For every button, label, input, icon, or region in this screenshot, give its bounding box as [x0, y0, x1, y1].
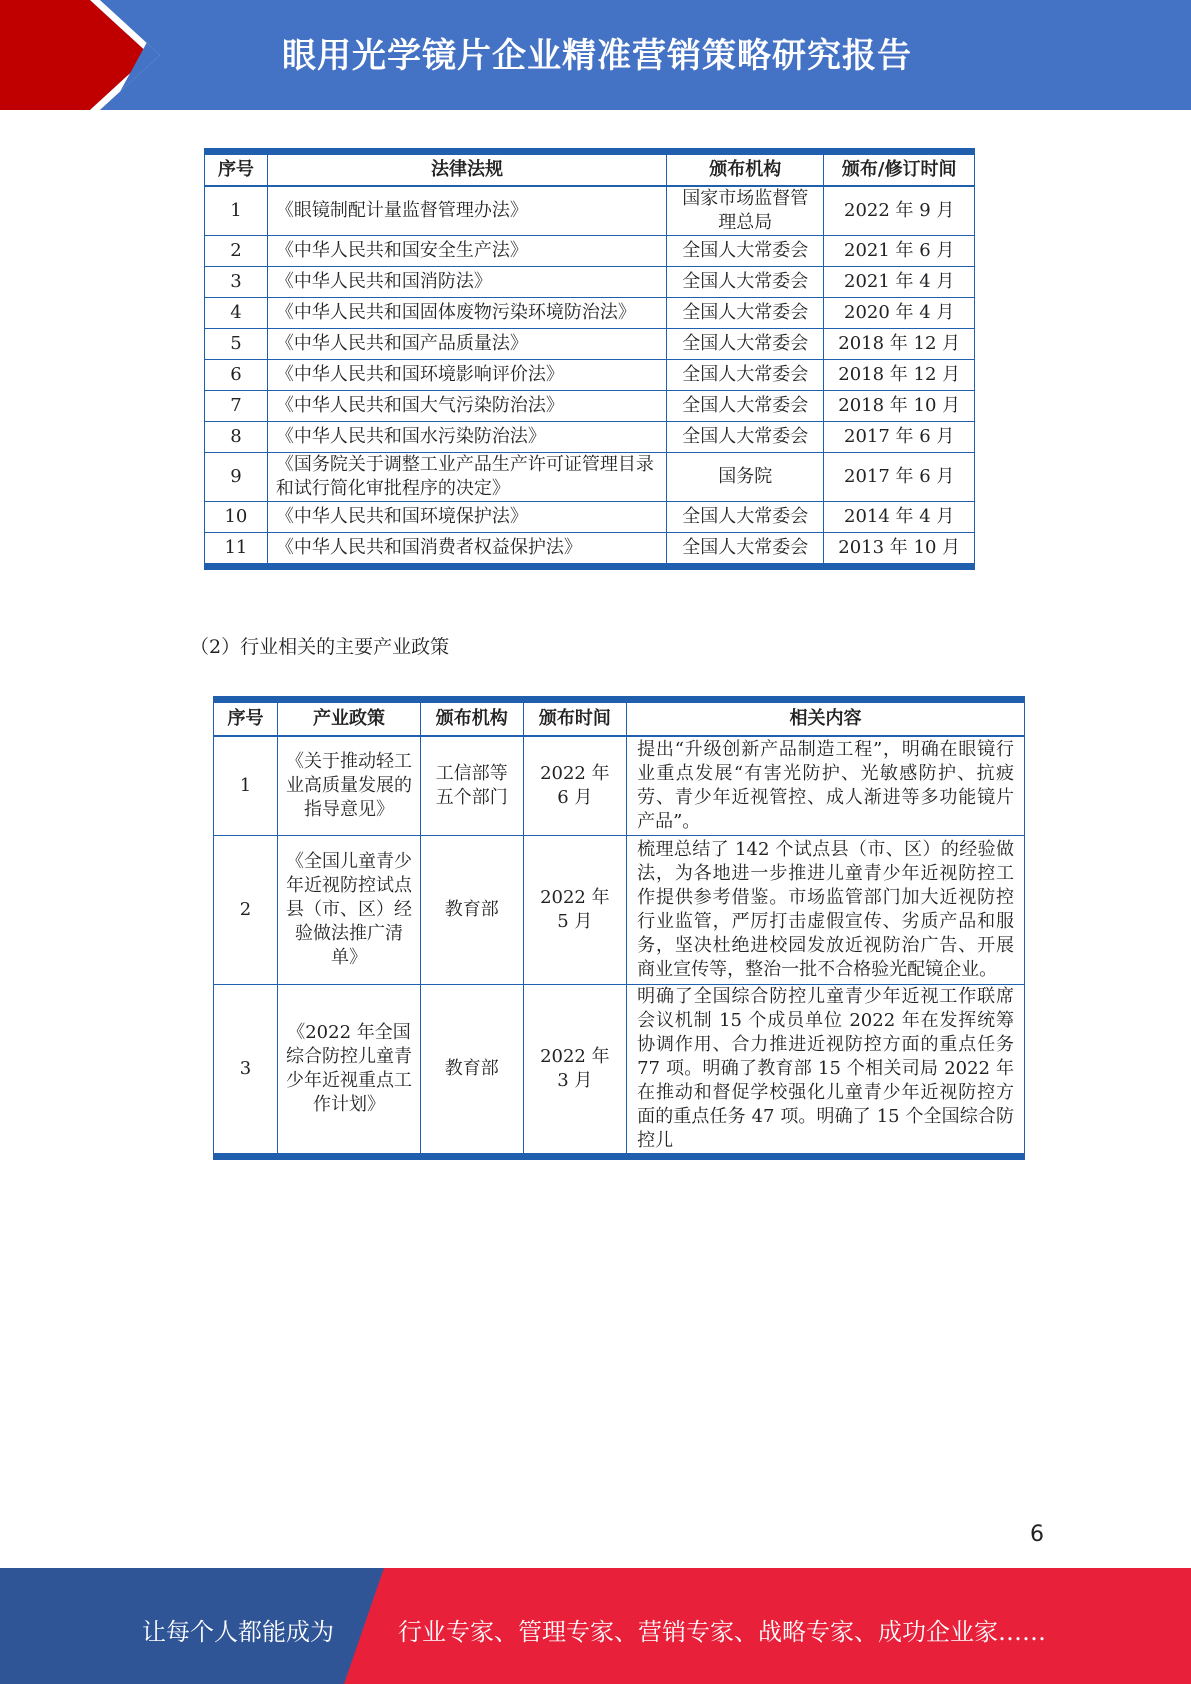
law-table	[204, 148, 975, 570]
row-org: 全国人大常委会	[667, 236, 824, 267]
section-subheading: （2）行业相关的主要产业政策	[190, 636, 450, 658]
row-date: 2022 年 6 月	[523, 736, 627, 836]
table-row	[205, 236, 975, 267]
policy-table-header-row	[214, 700, 1025, 737]
row-org: 全国人大常委会	[667, 391, 824, 422]
policy-col-org: 颁布机构	[421, 700, 524, 737]
row-law: 《眼镜制配计量监督管理办法》	[267, 186, 666, 236]
row-date: 2013 年 10 月	[824, 533, 975, 567]
row-law: 《中华人民共和国环境保护法》	[267, 502, 666, 533]
row-date: 2017 年 6 月	[824, 453, 975, 502]
row-org: 全国人大常委会	[667, 329, 824, 360]
row-law: 《中华人民共和国消防法》	[267, 267, 666, 298]
row-seq: 10	[205, 502, 268, 533]
row-org: 全国人大常委会	[667, 422, 824, 453]
row-seq: 5	[205, 329, 268, 360]
policy-table	[213, 696, 1025, 1160]
footer-slogan-right: 行业专家、管理专家、营销专家、战略专家、成功企业家……	[398, 1618, 1046, 1646]
table-row	[214, 736, 1025, 836]
row-date: 2018 年 12 月	[824, 360, 975, 391]
row-org: 全国人大常委会	[667, 298, 824, 329]
row-org: 全国人大常委会	[667, 267, 824, 298]
row-org: 国务院	[667, 453, 824, 502]
row-seq: 2	[205, 236, 268, 267]
row-date: 2022 年 5 月	[523, 836, 627, 985]
row-policy: 《2022 年全国综合防控儿童青少年近视重点工作计划》	[277, 985, 420, 1157]
row-date: 2021 年 4 月	[824, 267, 975, 298]
row-seq: 7	[205, 391, 268, 422]
row-seq: 8	[205, 422, 268, 453]
footer-banner	[0, 1568, 1191, 1684]
row-policy: 《关于推动轻工业高质量发展的指导意见》	[277, 736, 420, 836]
header-banner	[0, 0, 1191, 110]
row-seq: 11	[205, 533, 268, 567]
table-row	[214, 836, 1025, 985]
row-law: 《中华人民共和国产品质量法》	[267, 329, 666, 360]
table-row	[205, 391, 975, 422]
row-seq: 6	[205, 360, 268, 391]
row-org: 工信部等五个部门	[421, 736, 524, 836]
report-title: 眼用光学镜片企业精准营销策略研究报告	[282, 36, 912, 76]
policy-col-content: 相关内容	[627, 700, 1025, 737]
row-date: 2018 年 12 月	[824, 329, 975, 360]
law-col-date: 颁布/修订时间	[824, 152, 975, 187]
law-col-seq: 序号	[205, 152, 268, 187]
table-row	[205, 329, 975, 360]
row-seq: 2	[214, 836, 278, 985]
row-seq: 1	[214, 736, 278, 836]
row-org: 全国人大常委会	[667, 360, 824, 391]
table-row	[205, 502, 975, 533]
policy-col-policy: 产业政策	[277, 700, 420, 737]
row-policy: 《全国儿童青少年近视防控试点县（市、区）经验做法推广清单》	[277, 836, 420, 985]
row-law: 《中华人民共和国消费者权益保护法》	[267, 533, 666, 567]
policy-col-date: 颁布时间	[523, 700, 627, 737]
page-number: 6	[1030, 1522, 1044, 1547]
row-date: 2018 年 10 月	[824, 391, 975, 422]
row-content: 提出“升级创新产品制造工程”，明确在眼镜行业重点发展“有害光防护、光敏感防护、抗疲劳、青少年近视管控、成人渐进等多功能镜片产品”。	[627, 736, 1025, 836]
row-law: 《中华人民共和国固体废物污染环境防治法》	[267, 298, 666, 329]
law-col-org: 颁布机构	[667, 152, 824, 187]
row-law: 《中华人民共和国大气污染防治法》	[267, 391, 666, 422]
policy-col-seq: 序号	[214, 700, 278, 737]
row-date: 2017 年 6 月	[824, 422, 975, 453]
row-org: 教育部	[421, 836, 524, 985]
law-table-header-row	[205, 152, 975, 187]
table-row	[205, 533, 975, 567]
row-org: 教育部	[421, 985, 524, 1157]
row-org: 国家市场监督管理总局	[667, 186, 824, 236]
row-law: 《国务院关于调整工业产品生产许可证管理目录和试行简化审批程序的决定》	[267, 453, 666, 502]
row-content: 明确了全国综合防控儿童青少年近视工作联席会议机制 15 个成员单位 2022 年在发挥统筹协调作用、合力推进近视防控方面的重点任务 77 项。明确了教育部 15 个相关司局 2022 年在推动和督促学校强化儿童青少年近视防控方面的重点任务 47 项。明确了 15 个全国综合防控儿	[627, 985, 1025, 1157]
table-row	[205, 267, 975, 298]
law-col-law: 法律法规	[267, 152, 666, 187]
row-date: 2020 年 4 月	[824, 298, 975, 329]
row-content: 梳理总结了 142 个试点县（市、区）的经验做法，为各地进一步推进儿童青少年近视防控工作提供参考借鉴。市场监管部门加大近视防控行业监管，严厉打击虚假宣传、劣质产品和服务，坚决杜绝进校园发放近视防治广告、开展商业宣传等，整治一批不合格验光配镜企业。	[627, 836, 1025, 985]
table-row	[205, 186, 975, 236]
footer-slogan-left: 让每个人都能成为	[142, 1618, 334, 1646]
row-date: 2021 年 6 月	[824, 236, 975, 267]
row-seq: 1	[205, 186, 268, 236]
row-law: 《中华人民共和国环境影响评价法》	[267, 360, 666, 391]
table-row	[205, 360, 975, 391]
row-org: 全国人大常委会	[667, 502, 824, 533]
row-seq: 3	[214, 985, 278, 1157]
row-seq: 4	[205, 298, 268, 329]
row-law: 《中华人民共和国水污染防治法》	[267, 422, 666, 453]
row-org: 全国人大常委会	[667, 533, 824, 567]
row-date: 2022 年 9 月	[824, 186, 975, 236]
table-row	[205, 453, 975, 502]
table-row	[205, 298, 975, 329]
row-law: 《中华人民共和国安全生产法》	[267, 236, 666, 267]
table-row	[205, 422, 975, 453]
row-date: 2014 年 4 月	[824, 502, 975, 533]
row-date: 2022 年 3 月	[523, 985, 627, 1157]
table-row	[214, 985, 1025, 1157]
row-seq: 3	[205, 267, 268, 298]
row-seq: 9	[205, 453, 268, 502]
